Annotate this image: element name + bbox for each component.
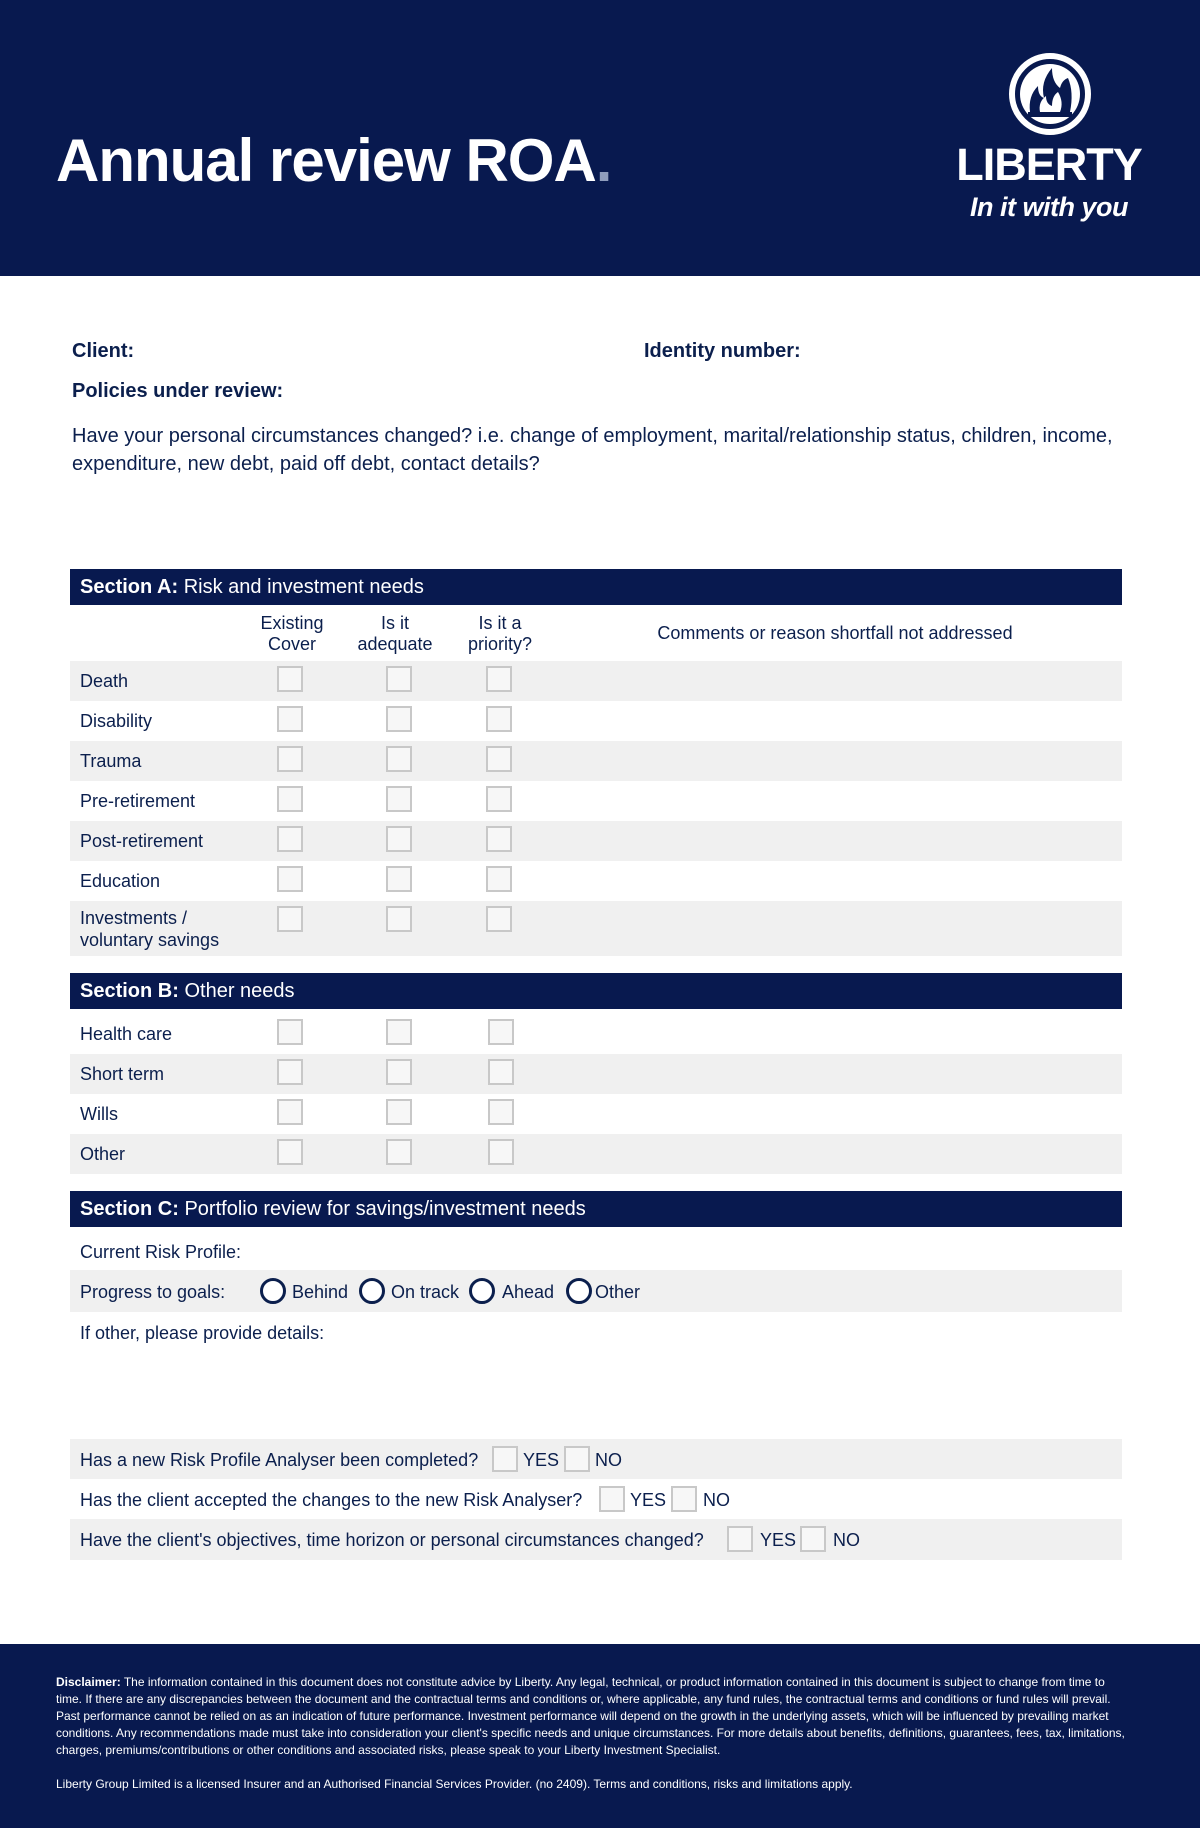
existing-cover-checkbox[interactable]	[277, 1059, 303, 1085]
no-checkbox[interactable]	[671, 1486, 697, 1512]
yes-checkbox[interactable]	[727, 1526, 753, 1552]
no-label: NO	[595, 1450, 622, 1470]
flame-emblem-icon	[1008, 52, 1092, 136]
table-row-disability	[70, 701, 1122, 741]
priority-checkbox[interactable]	[488, 1059, 514, 1085]
col-is-it-a-priority: Is it a priority?	[467, 613, 533, 654]
row-label: Death	[80, 671, 129, 691]
license-text: Liberty Group Limited is a licensed Insurer and an Authorised Financial Services Provider. (no 2409). Terms and conditions, risks and limitations apply.	[56, 1777, 853, 1791]
no-checkbox[interactable]	[800, 1526, 826, 1552]
yes-label: YES	[760, 1530, 797, 1550]
policies-under-review-label: Policies under review:	[72, 380, 284, 402]
circumstances-question: Have your personal circumstances changed? i.e. change of employment, marital/relationship status, children, income, expenditure, new debt, paid off debt, contact details?	[72, 425, 1113, 475]
existing-cover-checkbox[interactable]	[277, 666, 303, 692]
col-existing-cover: Existing Cover	[260, 613, 324, 654]
col-comments: Comments or reason shortfall not addressed	[657, 623, 1013, 643]
priority-checkbox[interactable]	[486, 706, 512, 732]
other-label: Other	[595, 1282, 641, 1302]
table-row-other	[70, 1134, 1122, 1174]
priority-checkbox[interactable]	[486, 746, 512, 772]
existing-cover-checkbox[interactable]	[277, 786, 303, 812]
adequate-checkbox[interactable]	[386, 1019, 412, 1045]
row-label: Health care	[80, 1024, 173, 1044]
existing-cover-checkbox[interactable]	[277, 706, 303, 732]
col-is-it-adequate: Is it adequate	[357, 613, 433, 654]
other-details-row	[70, 1312, 1122, 1438]
existing-cover-checkbox[interactable]	[277, 1139, 303, 1165]
adequate-checkbox[interactable]	[386, 866, 412, 892]
on-track-label: On track	[391, 1282, 460, 1302]
priority-checkbox[interactable]	[488, 1019, 514, 1045]
question-label: Has the client accepted the changes to the new Risk Analyser?	[80, 1490, 583, 1510]
other-details-label: If other, please provide details:	[80, 1323, 325, 1343]
progress-to-goals-row	[70, 1270, 1122, 1312]
behind-label: Behind	[292, 1282, 349, 1302]
behind-radio[interactable]	[260, 1278, 286, 1304]
footer-disclaimer	[0, 1644, 1200, 1828]
section-a-header: Section A: Risk and investment needs	[70, 569, 1122, 605]
ahead-label: Ahead	[502, 1282, 555, 1302]
identity-number-label: Identity number:	[644, 340, 801, 362]
client-label: Client:	[72, 340, 135, 362]
table-row-pre-retirement	[70, 781, 1122, 821]
no-checkbox[interactable]	[564, 1446, 590, 1472]
existing-cover-checkbox[interactable]	[277, 1099, 303, 1125]
adequate-checkbox[interactable]	[386, 1059, 412, 1085]
table-row-death	[70, 661, 1122, 701]
question-row-accepted-changes	[70, 1479, 1122, 1519]
row-label: Disability	[80, 711, 153, 731]
existing-cover-checkbox[interactable]	[277, 866, 303, 892]
priority-checkbox[interactable]	[486, 906, 512, 932]
row-label: Short term	[80, 1064, 165, 1084]
existing-cover-checkbox[interactable]	[277, 1019, 303, 1045]
on-track-radio[interactable]	[359, 1278, 385, 1304]
row-label: Post-retirement	[80, 831, 204, 851]
table-row-short-term	[70, 1054, 1122, 1094]
existing-cover-checkbox[interactable]	[277, 826, 303, 852]
row-label: Investments / voluntary savings	[80, 908, 220, 950]
table-row-investments	[70, 901, 1122, 956]
row-label: Education	[80, 871, 161, 891]
adequate-checkbox[interactable]	[386, 666, 412, 692]
brand-tagline: In it with you	[970, 192, 1128, 222]
yes-checkbox[interactable]	[599, 1486, 625, 1512]
no-label: NO	[833, 1530, 860, 1550]
priority-checkbox[interactable]	[488, 1139, 514, 1165]
disclaimer-text: Disclaimer: The information contained in this document does not constitute advice by Liberty. Any legal, technical, or product information contained in this document is subject to change from time to time. If there are any discrepancies between the document and the contractual terms and conditions or, where applicable, any fund rules, the contractual terms and conditions or fund rules will prevail. Past performance cannot be relied on as an indication of future performance. Investment performance will depend on the growth in the underlying assets, which will be influenced by prevailing market conditions. Any recommendations made must take into consideration your client's specific needs and unique circumstances. For more details about benefits, definitions, guarantees, fees, tax, limitations, charges, premiums/contributions or other conditions and associated risks, please speak to your Liberty Investment Specialist.	[56, 1675, 1125, 1757]
page-title: Annual review ROA.	[56, 127, 612, 194]
table-row-health-care	[70, 1014, 1122, 1054]
current-risk-profile-row	[70, 1232, 1122, 1270]
ahead-radio[interactable]	[469, 1278, 495, 1304]
priority-checkbox[interactable]	[486, 866, 512, 892]
yes-checkbox[interactable]	[492, 1446, 518, 1472]
question-row-risk-analyser-completed	[70, 1439, 1122, 1479]
brand-name: LIBERTY	[956, 139, 1142, 190]
adequate-checkbox[interactable]	[386, 906, 412, 932]
adequate-checkbox[interactable]	[386, 786, 412, 812]
header-banner	[0, 0, 1200, 276]
current-risk-profile-label: Current Risk Profile:	[80, 1242, 242, 1262]
table-row-post-retirement	[70, 821, 1122, 861]
yes-label: YES	[630, 1490, 667, 1510]
progress-to-goals-label: Progress to goals:	[80, 1282, 226, 1302]
existing-cover-checkbox[interactable]	[277, 906, 303, 932]
adequate-checkbox[interactable]	[386, 826, 412, 852]
question-label: Have the client's objectives, time horizon or personal circumstances changed?	[80, 1530, 704, 1550]
question-row-objectives-changed	[70, 1519, 1122, 1560]
priority-checkbox[interactable]	[486, 666, 512, 692]
row-label: Pre-retirement	[80, 791, 196, 811]
table-row-education	[70, 861, 1122, 901]
table-row-wills	[70, 1094, 1122, 1134]
yes-label: YES	[523, 1450, 560, 1470]
row-label: Trauma	[80, 751, 142, 771]
adequate-checkbox[interactable]	[386, 1139, 412, 1165]
priority-checkbox[interactable]	[488, 1099, 514, 1125]
adequate-checkbox[interactable]	[386, 746, 412, 772]
priority-checkbox[interactable]	[486, 786, 512, 812]
row-label: Wills	[80, 1104, 118, 1124]
adequate-checkbox[interactable]	[386, 1099, 412, 1125]
existing-cover-checkbox[interactable]	[277, 746, 303, 772]
question-label: Has a new Risk Profile Analyser been completed?	[80, 1450, 479, 1470]
section-b-header: Section B: Other needs	[70, 973, 1122, 1009]
no-label: NO	[703, 1490, 730, 1510]
row-label: Other	[80, 1144, 126, 1164]
priority-checkbox[interactable]	[486, 826, 512, 852]
adequate-checkbox[interactable]	[386, 706, 412, 732]
other-radio[interactable]	[566, 1278, 592, 1304]
table-row-trauma	[70, 741, 1122, 781]
section-c-header: Section C: Portfolio review for savings/investment needs	[70, 1191, 1122, 1227]
liberty-logo	[954, 48, 1144, 228]
